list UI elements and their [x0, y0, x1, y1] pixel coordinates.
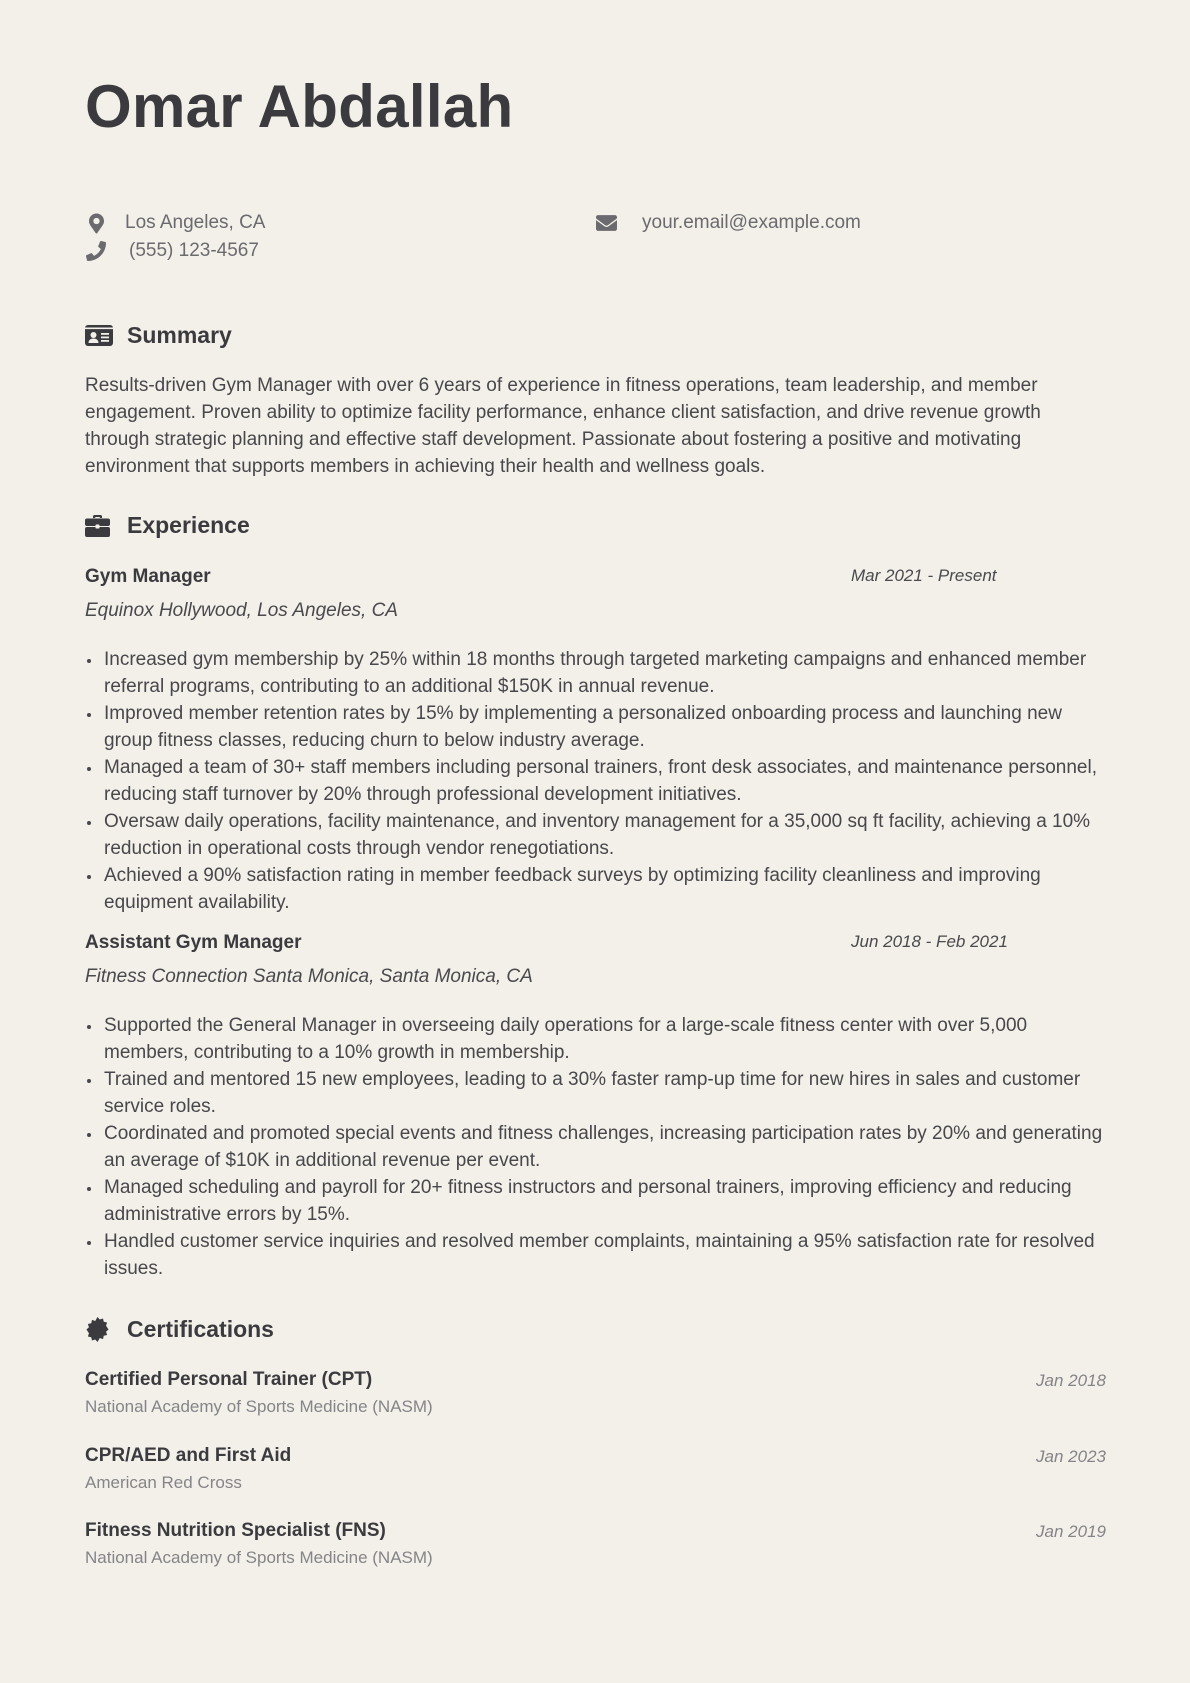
summary-text: Results-driven Gym Manager with over 6 years of experience in fitness operations, team leadership, and member engagement. Proven ability to optimize facility performance, enhance client satisfaction, and drive revenue growth through strategic planning and effective staff development. Passionate about fostering a positive and motivating environment that supports members in achieving their health and wellness goals.	[85, 375, 1041, 477]
cert-issuer: National Academy of Sports Medicine (NASM)	[85, 1548, 433, 1567]
contact-phone	[85, 238, 259, 264]
cert-issuer: National Academy of Sports Medicine (NASM)	[85, 1397, 433, 1416]
cert-issuer: American Red Cross	[85, 1473, 242, 1492]
job-title: Assistant Gym Manager	[85, 932, 302, 953]
job-bullet: Managed scheduling and payroll for 20+ fitness instructors and personal trainers, improving efficiency and reducing administrative errors by 15%.	[85, 1174, 1110, 1228]
cert-name: Certified Personal Trainer (CPT)	[85, 1369, 373, 1390]
location-text: Los Angeles, CA	[125, 212, 266, 233]
job-bullet: Increased gym membership by 25% within 18 months through targeted marketing campaigns and enhanced member referral programs, contributing to an additional $150K in annual revenue.	[85, 646, 1110, 700]
summary-heading-text: Summary	[127, 322, 232, 348]
experience-heading	[85, 512, 250, 539]
certificate-icon	[85, 1317, 113, 1342]
job-bullet: Coordinated and promoted special events and fitness challenges, increasing participation rates by 20% and generating an average of $10K in additional revenue per event.	[85, 1120, 1110, 1174]
job-bullet: Improved member retention rates by 15% by implementing a personalized onboarding process and launching new group fitness classes, reducing churn to below industry average.	[85, 700, 1110, 754]
job-bullets	[85, 646, 1110, 916]
cert-date: Jan 2018	[1036, 1371, 1106, 1390]
job-company: Equinox Hollywood, Los Angeles, CA	[85, 600, 398, 621]
cert-date: Jan 2019	[1036, 1522, 1106, 1541]
contact-location	[85, 210, 265, 236]
phone-icon	[85, 241, 107, 261]
job-dates: Jun 2018 - Feb 2021	[851, 932, 1008, 951]
job-bullets	[85, 1012, 1110, 1282]
candidate-name: Omar Abdallah	[85, 73, 514, 140]
email-link[interactable]: your.email@example.com	[642, 212, 861, 233]
map-marker-icon	[85, 213, 107, 234]
phone-text: (555) 123-4567	[129, 240, 259, 261]
job-bullet: Supported the General Manager in overseeing daily operations for a large-scale fitness center with over 5,000 members, contributing to a 10% growth in membership.	[85, 1012, 1110, 1066]
certifications-heading-text: Certifications	[127, 1316, 274, 1342]
job-company: Fitness Connection Santa Monica, Santa Monica, CA	[85, 966, 533, 987]
experience-heading-text: Experience	[127, 512, 250, 538]
briefcase-icon	[85, 515, 113, 537]
job-bullet: Managed a team of 30+ staff members including personal trainers, front desk associates, and maintenance personnel, reducing staff turnover by 20% through professional development initiatives.	[85, 754, 1110, 808]
cert-date: Jan 2023	[1036, 1447, 1106, 1466]
cert-name: Fitness Nutrition Specialist (FNS)	[85, 1520, 386, 1541]
envelope-icon	[595, 215, 617, 231]
job-bullet: Trained and mentored 15 new employees, leading to a 30% faster ramp-up time for new hires in sales and customer service roles.	[85, 1066, 1110, 1120]
job-bullet: Handled customer service inquiries and resolved member complaints, maintaining a 95% satisfaction rate for resolved issues.	[85, 1228, 1110, 1282]
job-title: Gym Manager	[85, 566, 211, 587]
summary-heading	[85, 322, 232, 349]
id-card-icon	[85, 325, 113, 346]
job-bullet: Oversaw daily operations, facility maintenance, and inventory management for a 35,000 sq ft facility, achieving a 10% reduction in operational costs through vendor renegotiations.	[85, 808, 1110, 862]
cert-name: CPR/AED and First Aid	[85, 1445, 292, 1466]
job-bullet: Achieved a 90% satisfaction rating in member feedback surveys by optimizing facility cleanliness and improving equipment availability.	[85, 862, 1110, 916]
job-dates: Mar 2021 - Present	[851, 566, 997, 585]
certifications-heading	[85, 1316, 274, 1343]
contact-email	[595, 210, 861, 236]
